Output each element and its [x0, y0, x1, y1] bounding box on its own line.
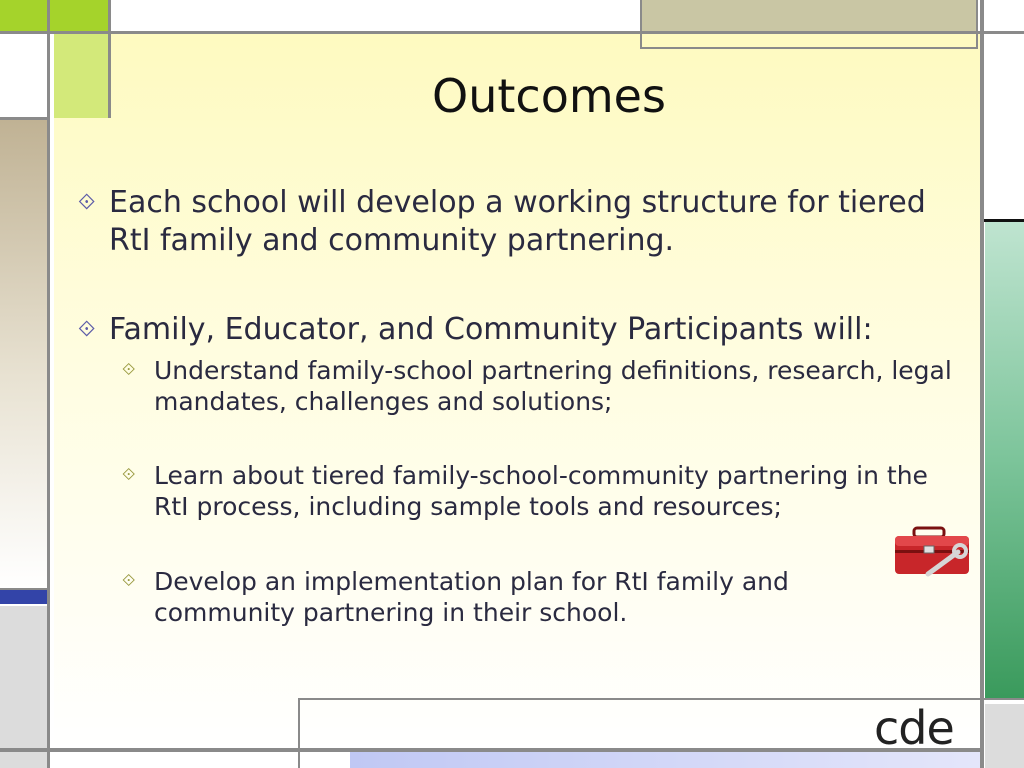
sub-bullet-text: Learn about tiered family-school-community partnering in the RtI process, including sample tools and resources;: [154, 461, 928, 521]
bullet-text: Each school will develop a working structure for tiered RtI family and community partnering.: [109, 185, 926, 258]
bullet-item: [78, 311, 938, 349]
slide-title: Outcomes: [432, 69, 666, 123]
toolbox-icon: [892, 526, 974, 580]
deco-green-column: [985, 222, 1024, 698]
deco-navy-bar: [0, 590, 47, 604]
cde-logo: cde: [874, 701, 954, 755]
frame-line-top-right: [984, 31, 1024, 34]
deco-gray-block-left: [0, 606, 47, 768]
diamond-bullet-icon: ⟐: [78, 317, 96, 342]
frame-line-left-lower: [0, 588, 47, 590]
sub-bullet-text: Develop an implementation plan for RtI family and community partnering in their school.: [154, 567, 789, 627]
frame-line-right-edge: [984, 698, 1024, 700]
frame-line-left: [47, 0, 50, 768]
deco-tan-column: [0, 120, 47, 588]
sub-bullet-item: [122, 460, 952, 522]
diamond-bullet-icon: ⟐: [122, 465, 136, 485]
frame-line-bottom: [0, 748, 984, 752]
bullet-item: [78, 184, 938, 260]
sub-bullet-item: [122, 355, 952, 417]
sub-bullet-text: Understand family-school partnering definitions, research, legal mandates, challenges and solutions;: [154, 356, 952, 416]
deco-black-line-right: [980, 219, 1024, 222]
deco-gray-block-right: [985, 704, 1024, 768]
bullet-text: Family, Educator, and Community Participants will:: [109, 312, 873, 347]
sub-bullet-item: [122, 566, 842, 628]
deco-lime-block-top: [0, 0, 111, 33]
frame-line-top: [0, 31, 1024, 34]
frame-line-logo-box-left: [298, 698, 300, 768]
diamond-bullet-icon: ⟐: [122, 360, 136, 380]
frame-line-left-upper: [0, 117, 47, 120]
diamond-bullet-icon: ⟐: [78, 190, 96, 215]
deco-olive-outline: [640, 0, 978, 49]
diamond-bullet-icon: ⟐: [122, 571, 136, 591]
